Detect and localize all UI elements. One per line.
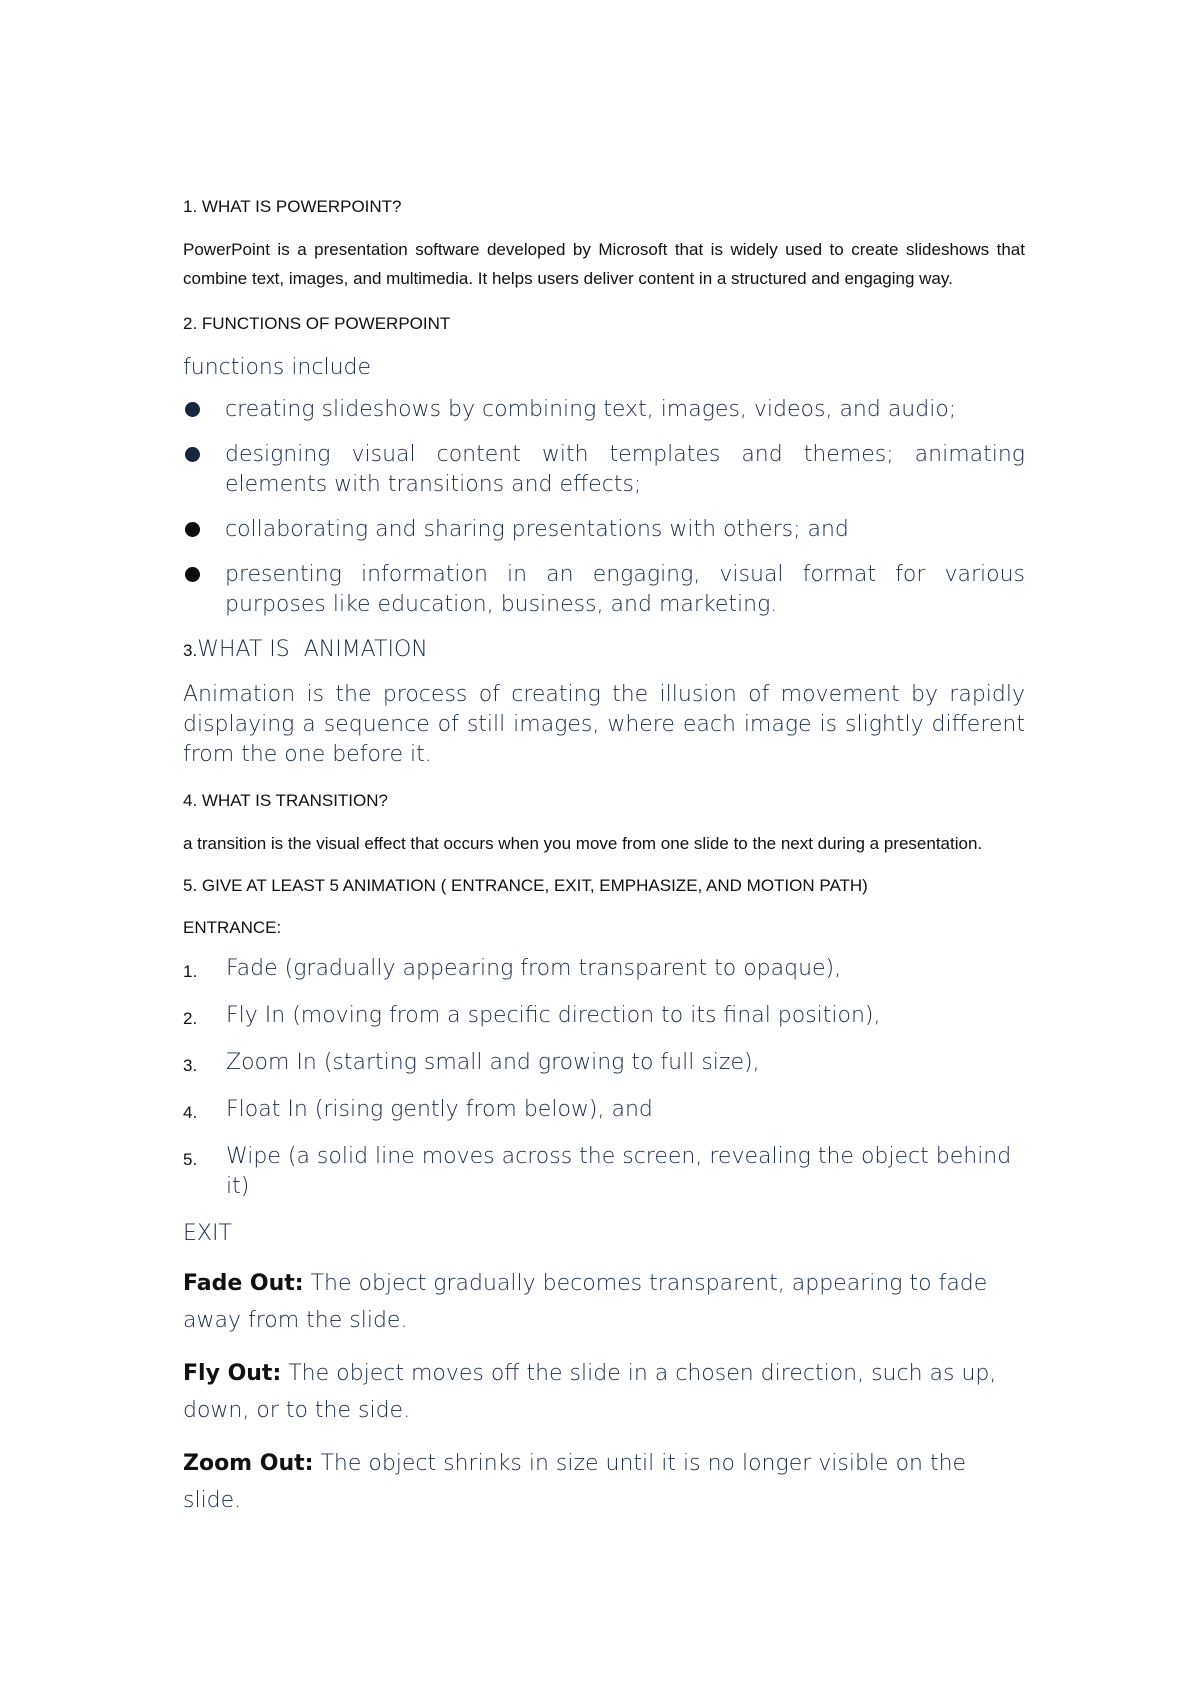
list-item-text: Wipe (a solid line moves across the screen, revealing the object behind it) xyxy=(226,1144,1012,1199)
list-item-text: Fly In (moving from a specific direction to its final position), xyxy=(226,1003,881,1028)
list-item-text: presenting information in an engaging, visual format for various purposes like education, business, and marketing. xyxy=(225,562,1025,617)
exit-item-fly-out xyxy=(183,1355,1025,1429)
exit-item-term: Fly Out: xyxy=(183,1361,282,1386)
section-3-body: Animation is the process of creating the illusion of movement by rapidly displaying a sequence of still images, where each image is slightly different from the one before it. xyxy=(183,682,1025,767)
list-item xyxy=(183,1001,1025,1031)
section-4-heading: 4. WHAT IS TRANSITION? xyxy=(183,791,388,810)
list-item-number: 1. xyxy=(183,962,198,981)
section-2-heading: 2. FUNCTIONS OF POWERPOINT xyxy=(183,314,451,333)
exit-item-text: The object shrinks in size until it is no longer visible on the slide. xyxy=(183,1451,967,1513)
section-4-body: a transition is the visual effect that occurs when you move from one slide to the next during a presentation. xyxy=(183,834,983,853)
list-item-number: 4. xyxy=(183,1103,198,1122)
list-item xyxy=(183,954,1025,984)
list-item-number: 5. xyxy=(183,1150,198,1169)
bullet-icon xyxy=(185,402,200,417)
list-item-text: collaborating and sharing presentations with others; and xyxy=(225,517,849,542)
exit-item-text: The object gradually becomes transparent, appearing to fade away from the slide. xyxy=(183,1271,988,1333)
section-1-body: PowerPoint is a presentation software developed by Microsoft that is widely used to create slideshows that combine text, images, and multimedia. It helps users deliver content in a structured and engaging way. xyxy=(183,240,1025,288)
entrance-list xyxy=(183,954,1025,1202)
list-item-text: Float In (rising gently from below), and xyxy=(226,1097,653,1122)
list-item-text: Zoom In (starting small and growing to full size), xyxy=(226,1050,760,1075)
bullet-icon xyxy=(185,567,200,582)
section-3-number: 3. xyxy=(183,641,198,660)
list-item-text: Fade (gradually appearing from transparent to opaque), xyxy=(226,956,842,981)
list-item xyxy=(183,1142,1025,1202)
functions-intro: functions include xyxy=(183,355,372,380)
section-3-heading-text: WHAT IS ANIMATION xyxy=(197,637,428,662)
exit-item-term: Fade Out: xyxy=(183,1271,304,1296)
exit-item-term: Zoom Out: xyxy=(183,1451,314,1476)
functions-list xyxy=(183,395,1025,620)
list-item-text: designing visual content with templates and themes; animating elements with transitions and effects; xyxy=(225,442,1025,497)
section-3-heading xyxy=(183,635,1025,666)
list-item xyxy=(183,1048,1025,1078)
document-body xyxy=(183,192,1025,1519)
list-item-text: creating slideshows by combining text, images, videos, and audio; xyxy=(225,397,957,422)
list-item xyxy=(183,440,1025,500)
bullet-icon xyxy=(185,447,200,462)
list-item-number: 2. xyxy=(183,1009,198,1028)
bullet-icon xyxy=(185,522,200,537)
section-1-heading: 1. WHAT IS POWERPOINT? xyxy=(183,197,402,216)
list-item xyxy=(183,1095,1025,1125)
list-item xyxy=(183,395,1025,425)
list-item xyxy=(183,560,1025,620)
exit-item-zoom-out xyxy=(183,1445,1025,1519)
list-item-number: 3. xyxy=(183,1056,198,1075)
list-item xyxy=(183,515,1025,545)
exit-item-fade-out xyxy=(183,1265,1025,1339)
exit-item-text: The object moves off the slide in a chosen direction, such as up, down, or to the side. xyxy=(183,1361,997,1423)
entrance-label: ENTRANCE: xyxy=(183,918,282,937)
exit-label: EXIT xyxy=(183,1221,232,1246)
section-5-heading: 5. GIVE AT LEAST 5 ANIMATION ( ENTRANCE, EXIT, EMPHASIZE, AND MOTION PATH) xyxy=(183,876,868,895)
